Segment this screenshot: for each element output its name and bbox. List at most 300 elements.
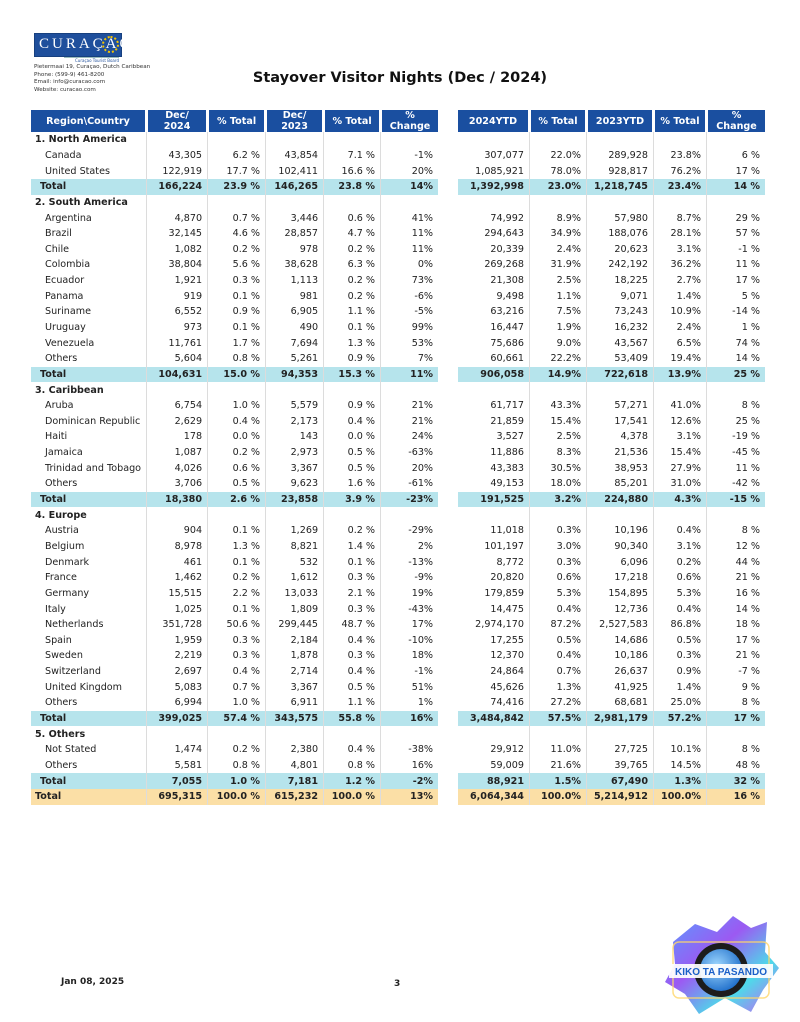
ytd-pct-total-2023-value: 25.0% [654, 695, 707, 711]
ytd-2023-value: 14,686 [587, 633, 654, 649]
region-total-row [31, 367, 438, 383]
empty-cell [381, 507, 439, 523]
empty-cell [654, 195, 707, 211]
dec-2023-total: 7,181 [266, 773, 324, 789]
ytd-pct-total-2024-value: 0.4% [530, 601, 587, 617]
ytd-2023-value: 39,765 [587, 758, 654, 774]
pct-total-2023-value: 0.4 % [324, 664, 381, 680]
pct-total-2023-value: 7.1 % [324, 148, 381, 164]
pct-change-value: -38% [381, 742, 439, 758]
ytd-pct-total-2023-value: 27.9% [654, 460, 707, 476]
pct-total-2024-value: 0.4 % [208, 414, 266, 430]
dec-2024-value: 1,087 [147, 445, 208, 461]
pct-change-value: 51% [381, 679, 439, 695]
ytd-pct-change-value: 14 % [707, 351, 766, 367]
pct-change-total: -2% [381, 773, 439, 789]
table-row [31, 476, 438, 492]
ytd-pct-total-2024-total: 23.0% [530, 179, 587, 195]
table-row [31, 758, 438, 774]
pct-total-2024-value: 1.3 % [208, 539, 266, 555]
dec-2023-total: 146,265 [266, 179, 324, 195]
dec-2023-value: 6,905 [266, 304, 324, 320]
dec-2023-grand-total: 615,232 [266, 789, 324, 805]
dec-2024-value: 15,515 [147, 586, 208, 602]
empty-cell [707, 132, 766, 148]
table-row [31, 226, 438, 242]
pct-total-2024-value: 0.3 % [208, 273, 266, 289]
ytd-pct-change-value: 16 % [707, 586, 766, 602]
empty-cell [587, 726, 654, 742]
ytd-pct-total-2023-value: 6.5% [654, 335, 707, 351]
ytd-pct-change-value: 29 % [707, 210, 766, 226]
pct-total-2023-grand-total: 100.0 % [324, 789, 381, 805]
dec-2023-value: 28,857 [266, 226, 324, 242]
contact-phone: Phone: (599-9) 461-8200 [34, 71, 105, 78]
ytd-2023-value: 289,928 [587, 148, 654, 164]
ytd-pct-total-2024-value: 3.0% [530, 539, 587, 555]
empty-cell [147, 195, 208, 211]
ytd-pct-total-2023-value: 0.5% [654, 633, 707, 649]
empty-cell [707, 195, 766, 211]
region-total-row [31, 711, 438, 727]
col-dec-2024: Dec/ 2024 [147, 110, 208, 132]
pct-total-2024-value: 2.2 % [208, 586, 266, 602]
pct-total-2024-value: 0.7 % [208, 679, 266, 695]
table-row [458, 148, 765, 164]
ytd-2024-value: 45,626 [490, 681, 524, 693]
empty-cell [530, 507, 587, 523]
table-row [31, 414, 438, 430]
page-title-text: Stayover Visitor Nights (Dec / 2024) [252, 70, 548, 86]
ytd-2023-total: 67,490 [587, 773, 654, 789]
region-name: 1. North America [35, 134, 127, 146]
ytd-2024-value: 12,370 [490, 650, 524, 662]
ytd-pct-total-2023-value: 3.1% [654, 429, 707, 445]
table-row [458, 633, 765, 649]
pct-change-total: 14% [381, 179, 439, 195]
empty-cell [324, 382, 381, 398]
country-name: United States [45, 165, 110, 177]
pct-total-2024-total: 15.0 % [208, 367, 266, 383]
country-name: Netherlands [45, 619, 104, 631]
empty-cell [654, 726, 707, 742]
col-dec-2023: Dec/ 2023 [266, 110, 324, 132]
region-total-row [31, 492, 438, 508]
ytd-pct-change-value: 17 % [707, 163, 766, 179]
table-row [31, 664, 438, 680]
ytd-pct-total-2023-value: 12.6% [654, 414, 707, 430]
pct-total-2024-value: 50.6 % [208, 617, 266, 633]
empty-cell [530, 726, 587, 742]
pct-total-2023-total: 55.8 % [324, 711, 381, 727]
region-name: 5. Others [35, 728, 86, 740]
empty-cell [458, 132, 530, 148]
empty-cell [266, 132, 324, 148]
ytd-pct-change-value: -42 % [707, 476, 766, 492]
ytd-pct-total-2024-value: 15.4% [530, 414, 587, 430]
ytd-2024-grand-total: 6,064,344 [458, 789, 530, 805]
pct-total-2024-value: 0.5 % [208, 476, 266, 492]
dec-2023-value: 6,911 [266, 695, 324, 711]
ytd-2023-value: 21,536 [587, 445, 654, 461]
ytd-2024-value: 1,085,921 [475, 165, 524, 177]
pct-total-2023-total: 1.2 % [324, 773, 381, 789]
dec-2024-value: 2,697 [147, 664, 208, 680]
ytd-2024-total: 906,058 [458, 367, 530, 383]
ytd-pct-total-2024-value: 2.5% [530, 429, 587, 445]
page-title [0, 70, 800, 86]
ytd-pct-total-2024-value: 0.3% [530, 554, 587, 570]
pct-total-2024-value: 0.1 % [208, 288, 266, 304]
ytd-pct-change-grand-total: 16 % [707, 789, 766, 805]
pct-change-value: 7% [381, 351, 439, 367]
empty-cell [530, 132, 587, 148]
pct-change-value: 73% [381, 273, 439, 289]
pct-change-value: 99% [381, 320, 439, 336]
pct-total-2023-value: 2.1 % [324, 586, 381, 602]
pct-total-2023-value: 16.6 % [324, 163, 381, 179]
ytd-2023-value: 10,186 [587, 648, 654, 664]
pct-total-2023-value: 4.7 % [324, 226, 381, 242]
dec-2024-value: 43,305 [147, 148, 208, 164]
country-name: Chile [45, 243, 70, 255]
country-name: Suriname [45, 306, 91, 318]
ytd-pct-total-2023-value: 2.4% [654, 320, 707, 336]
pct-total-2024-value: 0.2 % [208, 742, 266, 758]
table-row [31, 210, 438, 226]
ytd-pct-total-2023-value: 0.4% [654, 523, 707, 539]
empty-cell [654, 382, 707, 398]
ytd-2024-value: 43,383 [490, 462, 524, 474]
country-name: Denmark [45, 556, 90, 568]
ytd-2023-value: 90,340 [587, 539, 654, 555]
dec-2024-value: 32,145 [147, 226, 208, 242]
ytd-pct-total-2024-value: 1.3% [530, 679, 587, 695]
ytd-2024-value: 20,339 [490, 243, 524, 255]
pct-total-2024-value: 0.8 % [208, 758, 266, 774]
dec-2023-value: 43,854 [266, 148, 324, 164]
ytd-2024-value: 3,527 [496, 431, 524, 443]
ytd-2023-total: 722,618 [587, 367, 654, 383]
table-row [31, 695, 438, 711]
table-row [458, 601, 765, 617]
table-row [458, 398, 765, 414]
ytd-pct-change-total: 14 % [707, 179, 766, 195]
ytd-pct-change-value: 48 % [707, 758, 766, 774]
table-row [458, 163, 765, 179]
ytd-2023-grand-total: 5,214,912 [587, 789, 654, 805]
empty-cell [208, 132, 266, 148]
region-total-row [458, 773, 765, 789]
ytd-2024-value: 8,772 [496, 556, 524, 568]
col-ytd-pct-change: % Change [707, 110, 766, 132]
dec-2024-value: 38,804 [147, 257, 208, 273]
page-number: 3 [394, 979, 401, 989]
pct-total-2023-value: 0.4 % [324, 414, 381, 430]
ytd-pct-total-2024-value: 9.0% [530, 335, 587, 351]
ytd-pct-change-value: 11 % [707, 257, 766, 273]
pct-total-2023-value: 0.2 % [324, 241, 381, 257]
pct-total-2023-value: 0.9 % [324, 351, 381, 367]
pct-change-total: -23% [381, 492, 439, 508]
dec-2024-value: 2,219 [147, 648, 208, 664]
pct-total-2023-value: 0.4 % [324, 742, 381, 758]
pct-change-value: -29% [381, 523, 439, 539]
pct-change-value: -9% [381, 570, 439, 586]
table-row [458, 679, 765, 695]
pct-total-2023-value: 0.4 % [324, 633, 381, 649]
pct-change-value: 21% [381, 414, 439, 430]
empty-cell [530, 382, 587, 398]
pct-change-value: 18% [381, 648, 439, 664]
ytd-2024-value: 60,661 [490, 353, 524, 365]
ytd-pct-total-2024-value: 43.3% [530, 398, 587, 414]
ytd-pct-change-value: 14 % [707, 601, 766, 617]
table-row [31, 460, 438, 476]
empty-cell [147, 382, 208, 398]
ytd-pct-total-2023-value: 19.4% [654, 351, 707, 367]
ytd-pct-change-value: 18 % [707, 617, 766, 633]
pct-change-total: 16% [381, 711, 439, 727]
dec-2023-total: 343,575 [266, 711, 324, 727]
pct-total-2023-total: 3.9 % [324, 492, 381, 508]
country-name: Dominican Republic [45, 415, 141, 427]
ytd-pct-total-2023-value: 0.9% [654, 664, 707, 680]
pct-total-2024-value: 0.8 % [208, 351, 266, 367]
pct-total-2024-value: 0.1 % [208, 554, 266, 570]
dec-2023-value: 1,113 [266, 273, 324, 289]
dec-2024-value: 178 [147, 429, 208, 445]
dec-2023-value: 1,612 [266, 570, 324, 586]
ytd-pct-total-2023-value: 41.0% [654, 398, 707, 414]
ytd-pct-total-2024-value: 34.9% [530, 226, 587, 242]
ytd-pct-total-2024-total: 14.9% [530, 367, 587, 383]
dec-2024-total: 7,055 [147, 773, 208, 789]
dec-2024-value: 5,604 [147, 351, 208, 367]
ytd-2023-value: 27,725 [587, 742, 654, 758]
dec-2024-value: 8,978 [147, 539, 208, 555]
pct-total-2024-value: 0.2 % [208, 570, 266, 586]
pct-total-2024-value: 0.1 % [208, 523, 266, 539]
ytd-2023-value: 73,243 [587, 304, 654, 320]
pct-change-value: 24% [381, 429, 439, 445]
ytd-pct-change-value: 21 % [707, 570, 766, 586]
pct-total-2023-value: 0.3 % [324, 648, 381, 664]
ytd-pct-total-2023-value: 15.4% [654, 445, 707, 461]
empty-cell [208, 195, 266, 211]
pct-total-2024-value: 1.0 % [208, 398, 266, 414]
ytd-pct-total-2024-value: 1.1% [530, 288, 587, 304]
dec-2024-value: 1,921 [147, 273, 208, 289]
ytd-2024-value: 74,992 [490, 212, 524, 224]
empty-cell [458, 726, 530, 742]
pct-total-2024-value: 0.3 % [208, 648, 266, 664]
dec-2024-total: 166,224 [147, 179, 208, 195]
pct-change-value: 11% [381, 241, 439, 257]
ytd-2024-value: 74,416 [490, 697, 524, 709]
ytd-pct-total-2024-value: 0.3% [530, 523, 587, 539]
dec-2024-value: 1,462 [147, 570, 208, 586]
dec-2023-value: 3,446 [266, 210, 324, 226]
empty-cell [208, 726, 266, 742]
dec-2024-value: 904 [147, 523, 208, 539]
total-label: Total [31, 179, 147, 195]
dec-2023-value: 7,694 [266, 335, 324, 351]
dec-2024-value: 4,026 [147, 460, 208, 476]
country-name: Ecuador [45, 275, 85, 287]
region-header-row [31, 726, 438, 742]
empty-cell [147, 132, 208, 148]
grand-total-row [458, 789, 765, 805]
grand-total-label: Total [31, 789, 147, 805]
ytd-pct-total-2023-value: 36.2% [654, 257, 707, 273]
ytd-pct-total-2023-grand-total: 100.0% [654, 789, 707, 805]
pct-change-value: 0% [381, 257, 439, 273]
ytd-pct-change-value: 8 % [707, 523, 766, 539]
col-pct-change: % Change [381, 110, 439, 132]
ytd-2024-value: 11,886 [490, 447, 524, 459]
empty-cell [266, 382, 324, 398]
table-row [458, 335, 765, 351]
ytd-2024-total: 3,484,842 [458, 711, 530, 727]
ytd-2024-value: 61,717 [490, 400, 524, 412]
dec-2023-value: 3,367 [266, 460, 324, 476]
logo-subtitle: Curaçao Tourist Board [64, 57, 119, 63]
pct-total-2023-value: 0.5 % [324, 679, 381, 695]
pct-total-2023-value: 0.2 % [324, 523, 381, 539]
dec-2023-value: 2,380 [266, 742, 324, 758]
table-row [458, 586, 765, 602]
pct-total-2024-value: 0.1 % [208, 601, 266, 617]
ytd-pct-total-2023-value: 23.8% [654, 148, 707, 164]
dec-2023-value: 13,033 [266, 586, 324, 602]
table-row [31, 163, 438, 179]
table-row [31, 633, 438, 649]
col-2024ytd: 2024YTD [458, 110, 530, 132]
ytd-2024-value: 16,447 [490, 322, 524, 333]
dec-2023-value: 2,173 [266, 414, 324, 430]
table-row [458, 664, 765, 680]
ytd-2023-value: 57,271 [587, 398, 654, 414]
empty-cell [654, 507, 707, 523]
table-row [31, 601, 438, 617]
ytd-2024-value: 179,859 [484, 587, 524, 599]
dec-2023-value: 2,184 [266, 633, 324, 649]
logo-box [34, 33, 134, 57]
ytd-pct-total-2023-value: 1.4% [654, 288, 707, 304]
ytd-pct-total-2024-value: 1.9% [530, 320, 587, 336]
empty-cell [587, 132, 654, 148]
ytd-pct-total-2024-value: 31.9% [530, 257, 587, 273]
table-row [458, 695, 765, 711]
ytd-2024-total: 191,525 [458, 492, 530, 508]
sun-icon [102, 36, 119, 53]
ytd-2024-value: 14,475 [490, 603, 524, 615]
ytd-pct-total-2024-value: 5.3% [530, 586, 587, 602]
table-row [458, 429, 765, 445]
table-row [458, 288, 765, 304]
region-name: 4. Europe [35, 509, 87, 521]
dec-2024-grand-total: 695,315 [147, 789, 208, 805]
country-name: Austria [45, 525, 79, 537]
ytd-pct-change-value: 44 % [707, 554, 766, 570]
ytd-pct-total-2024-value: 87.2% [530, 617, 587, 633]
ytd-pct-total-2023-value: 86.8% [654, 617, 707, 633]
ytd-2023-value: 53,409 [587, 351, 654, 367]
table-row [458, 648, 765, 664]
pct-total-2024-value: 0.7 % [208, 210, 266, 226]
col-region-country: Region\Country [31, 110, 147, 132]
empty-cell [654, 132, 707, 148]
empty-cell [381, 726, 439, 742]
pct-total-2023-value: 1.3 % [324, 335, 381, 351]
pct-total-2023-value: 0.6 % [324, 210, 381, 226]
country-name: France [45, 572, 77, 584]
dec-2023-value: 143 [266, 429, 324, 445]
dec-2024-value: 6,754 [147, 398, 208, 414]
ytd-2023-total: 1,218,745 [587, 179, 654, 195]
dec-2023-value: 5,261 [266, 351, 324, 367]
table-row [31, 257, 438, 273]
ytd-pct-total-2023-value: 3.1% [654, 241, 707, 257]
pct-total-2024-value: 0.4 % [208, 664, 266, 680]
table-row [458, 273, 765, 289]
pct-total-2023-value: 1.4 % [324, 539, 381, 555]
ytd-2024-value: 9,498 [496, 290, 524, 302]
dec-2023-value: 3,367 [266, 679, 324, 695]
total-label: Total [31, 773, 147, 789]
ytd-pct-total-2023-value: 28.1% [654, 226, 707, 242]
dec-2023-value: 4,801 [266, 758, 324, 774]
ytd-pct-total-2023-value: 1.4% [654, 679, 707, 695]
region-name: 3. Caribbean [35, 384, 104, 396]
pct-total-2023-value: 0.9 % [324, 398, 381, 414]
ytd-pct-change-value: 25 % [707, 414, 766, 430]
pct-total-2024-value: 0.6 % [208, 460, 266, 476]
pct-total-2023-value: 6.3 % [324, 257, 381, 273]
empty-cell [458, 382, 530, 398]
ytd-pct-change-value: 8 % [707, 695, 766, 711]
pct-total-2024-value: 0.2 % [208, 241, 266, 257]
ytd-pct-total-2023-value: 14.5% [654, 758, 707, 774]
kiko-ta-pasando-badge [655, 912, 785, 1018]
region-name: 2. South America [35, 196, 128, 208]
pct-change-value: -6% [381, 288, 439, 304]
table-row [458, 445, 765, 461]
dec-2023-value: 2,714 [266, 664, 324, 680]
ytd-2024-value: 294,643 [484, 228, 524, 240]
dec-2024-value: 5,581 [147, 758, 208, 774]
ytd-2023-value: 43,567 [587, 335, 654, 351]
empty-cell [530, 195, 587, 211]
empty-cell [381, 195, 439, 211]
table-row [458, 320, 765, 336]
empty-cell [707, 726, 766, 742]
dec-2023-value: 1,878 [266, 648, 324, 664]
empty-cell [147, 726, 208, 742]
empty-cell [266, 726, 324, 742]
dec-2024-value: 5,083 [147, 679, 208, 695]
ytd-pct-total-2023-total: 23.4% [654, 179, 707, 195]
dec-2023-value: 532 [266, 554, 324, 570]
region-header-row [458, 726, 765, 742]
ytd-2024-value: 21,308 [490, 275, 524, 287]
region-total-row [458, 711, 765, 727]
table-row [31, 288, 438, 304]
region-total-row [31, 773, 438, 789]
country-name: Others [45, 697, 78, 709]
ytd-2024-total: 1,392,998 [458, 179, 530, 195]
